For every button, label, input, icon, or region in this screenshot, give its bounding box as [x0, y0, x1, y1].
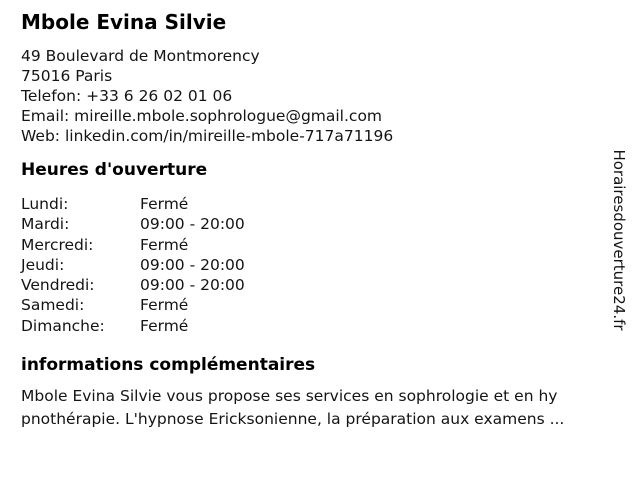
hours-value: Fermé: [140, 296, 189, 315]
hours-value: 09:00 - 20:00: [140, 255, 245, 274]
additional-info-paragraph: [21, 385, 640, 431]
hours-value: 09:00 - 20:00: [140, 215, 245, 234]
hours-value: Fermé: [140, 316, 189, 335]
hours-value: Fermé: [140, 235, 189, 254]
phone-line: [21, 86, 640, 106]
day-label: Samedi:: [21, 296, 85, 315]
day-label: Lundi:: [21, 195, 69, 213]
address-city-line: 75016 Paris: [21, 67, 113, 85]
phone-value: +33 6 26 02 01 06: [86, 87, 233, 105]
hours-table: [21, 194, 640, 336]
info-line-2: pnothérapie. L'hypnose Ericksonienne, la préparation aux examens ...: [21, 410, 565, 429]
hours-row-vendredi: [21, 275, 640, 295]
day-label: Mercredi:: [21, 235, 94, 254]
info-line-1: Mbole Evina Silvie vous propose ses services en sophrologie et en hy: [21, 387, 558, 406]
additional-info-heading: informations complémentaires: [21, 355, 316, 376]
hours-row-lundi: [21, 194, 640, 214]
hours-heading: Heures d'ouverture: [21, 160, 208, 180]
email-line: [21, 106, 640, 126]
hours-value: 09:00 - 20:00: [140, 276, 245, 295]
web-label: Web:: [21, 127, 61, 145]
phone-label: Telefon:: [21, 87, 82, 105]
day-label: Dimanche:: [21, 316, 105, 335]
hours-row-dimanche: [21, 316, 640, 336]
web-value: linkedin.com/in/mireille-mbole-717a71196: [64, 127, 394, 145]
web-line: [21, 126, 640, 146]
day-label: Jeudi:: [21, 255, 65, 274]
day-label: Vendredi:: [21, 276, 95, 295]
hours-row-jeudi: [21, 255, 640, 275]
contact-block: [21, 46, 640, 146]
site-watermark: Horairesdouverture24.fr: [610, 149, 628, 331]
day-label: Mardi:: [21, 215, 70, 234]
hours-row-mardi: [21, 214, 640, 234]
email-value: mireille.mbole.sophrologue@gmail.com: [74, 107, 383, 125]
address-street-line: 49 Boulevard de Montmorency: [21, 47, 260, 65]
business-name: Mbole Evina Silvie: [21, 10, 227, 34]
hours-row-mercredi: [21, 235, 640, 255]
email-label: Email:: [21, 107, 70, 125]
hours-value: Fermé: [140, 195, 189, 213]
hours-row-samedi: [21, 295, 640, 315]
